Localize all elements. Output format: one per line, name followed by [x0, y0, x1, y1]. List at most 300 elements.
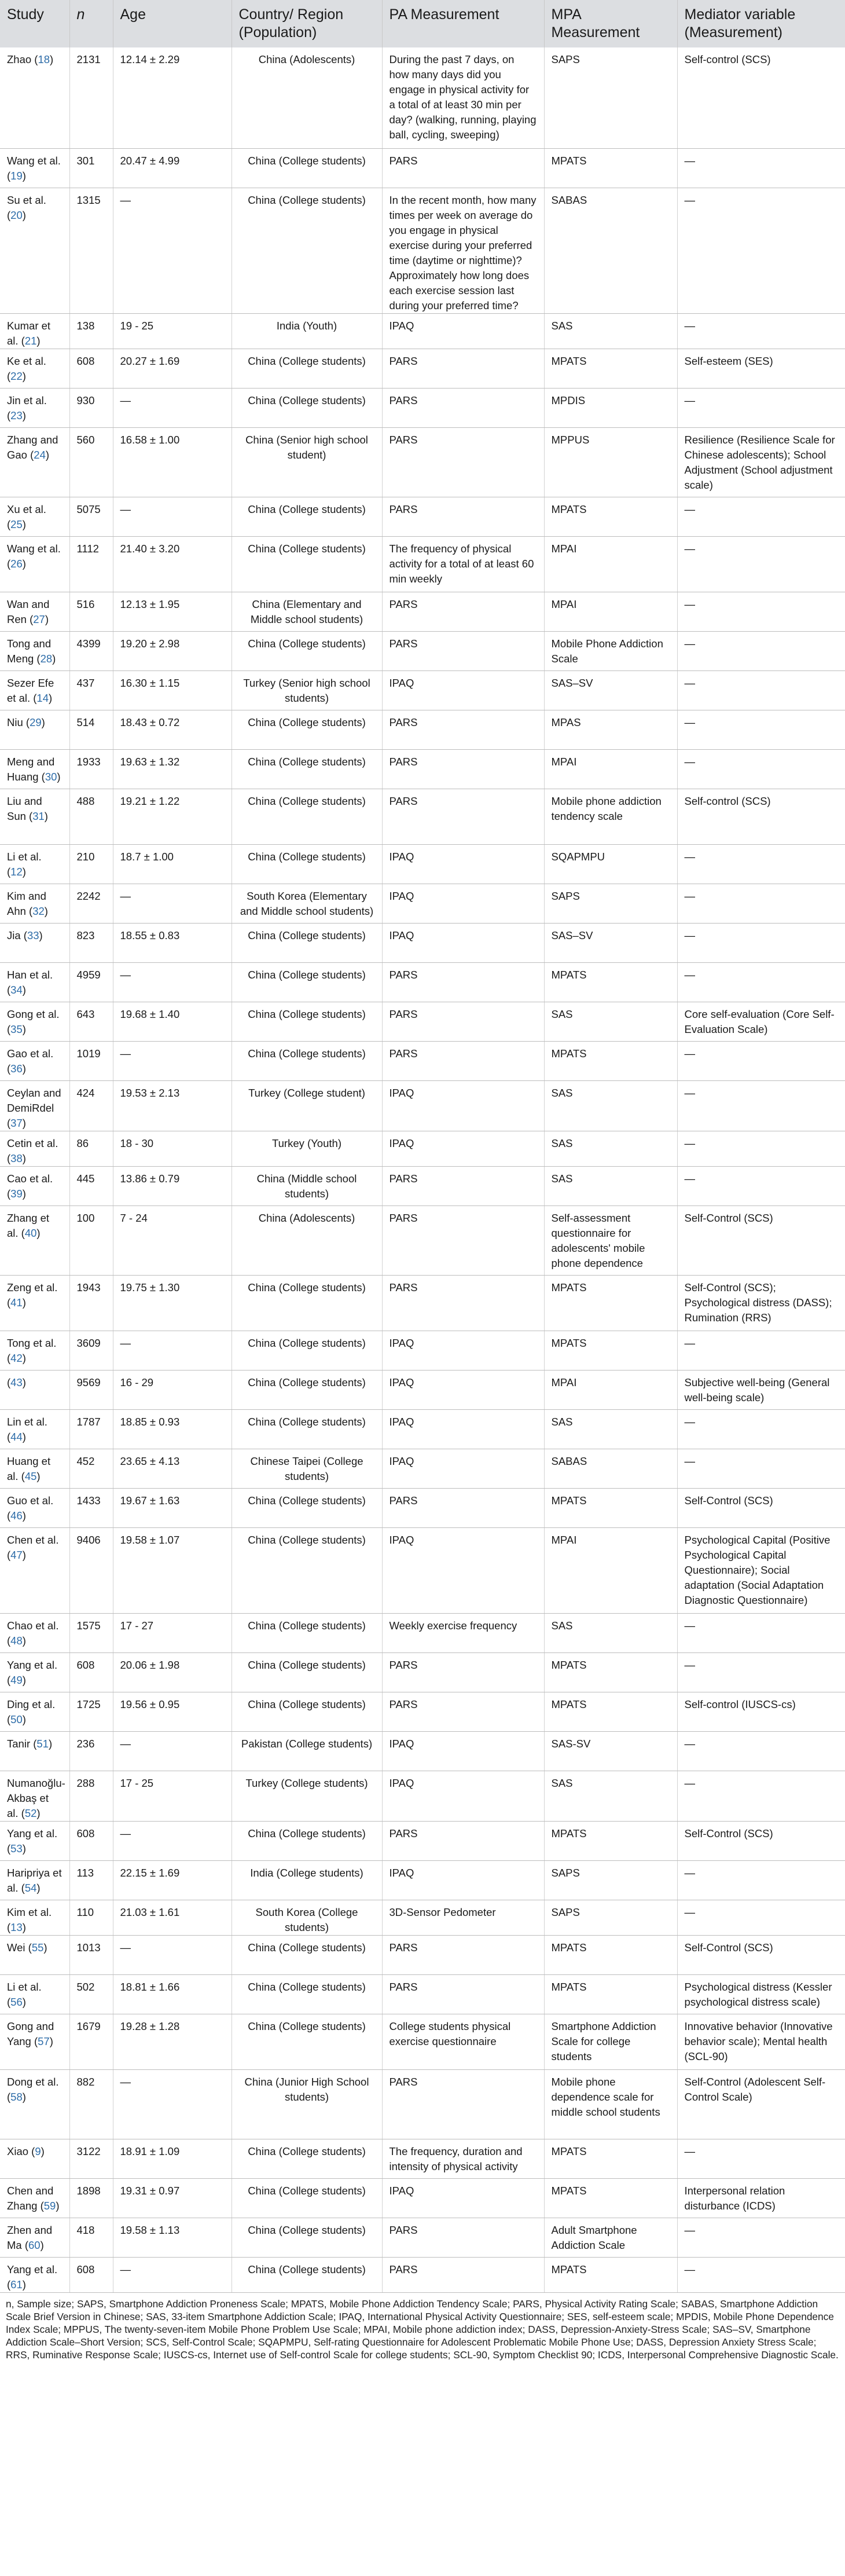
citation-link[interactable]: 9 — [35, 2145, 41, 2157]
study-name: Ke et al. ( — [7, 354, 46, 382]
cell-mediator: Self-Control (SCS); Psychological distress (DASS); Rumination (RRS) — [677, 1275, 845, 1331]
cell-study — [0, 710, 69, 749]
table-row — [0, 2178, 845, 2218]
table-row — [0, 2069, 845, 2139]
cell-mpa-measurement: MPATS — [544, 1275, 677, 1331]
header-pa-measurement: PA Measurement — [382, 0, 544, 47]
cell-n: 516 — [69, 592, 113, 631]
study-name-end: ) — [22, 983, 26, 996]
cell-pa-measurement: PARS — [382, 2257, 544, 2292]
cell-study — [0, 2014, 69, 2069]
cell-study — [0, 148, 69, 188]
study-name-end: ) — [22, 1634, 26, 1647]
citation-link[interactable]: 30 — [45, 770, 57, 783]
cell-country: China (College students) — [232, 1821, 382, 1860]
citation-link[interactable]: 60 — [28, 2238, 41, 2251]
cell-mpa-measurement: Adult Smartphone Addiction Scale — [544, 2218, 677, 2257]
cell-pa-measurement: PARS — [382, 1935, 544, 1974]
header-age: Age — [113, 0, 232, 47]
cell-mpa-measurement: MPATS — [544, 1331, 677, 1370]
cell-study — [0, 1002, 69, 1041]
cell-age: 18 - 30 — [113, 1131, 232, 1166]
cell-pa-measurement: IPAQ — [382, 884, 544, 923]
cell-mpa-measurement: MPAI — [544, 1370, 677, 1409]
cell-study — [0, 536, 69, 592]
citation-link[interactable]: 19 — [10, 169, 23, 182]
cell-country: China (College students) — [232, 1527, 382, 1613]
cell-mediator: — — [677, 388, 845, 427]
study-name-end: ) — [40, 2238, 44, 2251]
cell-country: China (College students) — [232, 1652, 382, 1692]
study-name: Jin et al. ( — [7, 394, 47, 422]
cell-study — [0, 789, 69, 844]
cell-n: 1433 — [69, 1488, 113, 1527]
cell-pa-measurement: During the past 7 days, on how many days did you engage in physical activity for a total of at least 30 min per day? (walking, running, playing ball, cycling, sweeping) — [382, 47, 544, 148]
study-name: Yang et al. ( — [7, 2263, 58, 2291]
citation-link[interactable]: 53 — [10, 1842, 23, 1855]
cell-mediator: Psychological Capital (Positive Psychological Capital Questionnaire); Social adaptation (Social Adaptation Diagnostic Questionnaire) — [677, 1527, 845, 1613]
cell-mpa-measurement: MPATS — [544, 349, 677, 388]
cell-mediator: Self-Control (SCS) — [677, 1821, 845, 1860]
cell-age: 19.58 ± 1.13 — [113, 2218, 232, 2257]
study-name: Liu and Sun ( — [7, 794, 42, 822]
cell-age: 19.68 ± 1.40 — [113, 1002, 232, 1041]
cell-age: 18.81 ± 1.66 — [113, 1974, 232, 2014]
citation-link[interactable]: 13 — [10, 1921, 23, 1933]
cell-mediator: Innovative behavior (Innovative behavior scale); Mental health (SCL-90) — [677, 2014, 845, 2069]
cell-study — [0, 1275, 69, 1331]
cell-n: 882 — [69, 2069, 113, 2139]
cell-study — [0, 1860, 69, 1900]
cell-n: 4399 — [69, 631, 113, 670]
cell-study — [0, 884, 69, 923]
citation-link[interactable]: 56 — [10, 1995, 23, 2008]
table-row — [0, 1652, 845, 1692]
study-name-end: ) — [22, 1376, 26, 1388]
cell-n: 1898 — [69, 2178, 113, 2218]
study-name-end: ) — [22, 1673, 26, 1686]
citation-link[interactable]: 40 — [24, 1226, 37, 1239]
study-name: Niu ( — [7, 716, 30, 728]
cell-country: China (College students) — [232, 2014, 382, 2069]
cell-mediator: — — [677, 884, 845, 923]
citation-link[interactable]: 61 — [10, 2278, 23, 2291]
cell-mediator: — — [677, 188, 845, 313]
cell-age: 21.40 ± 3.20 — [113, 536, 232, 592]
citation-link[interactable]: 12 — [10, 865, 23, 878]
cell-mediator: — — [677, 1771, 845, 1821]
cell-country: China (College students) — [232, 1488, 382, 1527]
cell-country: South Korea (College students) — [232, 1900, 382, 1935]
cell-study — [0, 1370, 69, 1409]
cell-mpa-measurement: MPATS — [544, 962, 677, 1002]
citation-link[interactable]: 34 — [10, 983, 23, 996]
table-row — [0, 631, 845, 670]
cell-age: — — [113, 1331, 232, 1370]
cell-mediator: Self-esteem (SES) — [677, 349, 845, 388]
study-name-end: ) — [48, 1737, 53, 1750]
citation-link[interactable]: 18 — [38, 53, 50, 65]
citation-link[interactable]: 24 — [34, 448, 46, 461]
citation-link[interactable]: 47 — [10, 1548, 23, 1561]
citation-link[interactable]: 52 — [24, 1807, 37, 1819]
study-name-end: ) — [22, 1296, 26, 1309]
cell-study — [0, 1731, 69, 1771]
cell-study — [0, 1652, 69, 1692]
citation-link[interactable]: 42 — [10, 1351, 23, 1364]
cell-pa-measurement: PARS — [382, 388, 544, 427]
cell-study — [0, 2218, 69, 2257]
study-name: Zhang and Gao ( — [7, 433, 58, 461]
cell-mediator: Self-Control (SCS) — [677, 1935, 845, 1974]
table-header-row — [0, 0, 845, 47]
table-row — [0, 2139, 845, 2178]
cell-mpa-measurement: Mobile phone addiction tendency scale — [544, 789, 677, 844]
cell-study — [0, 47, 69, 148]
study-name: Zeng et al. ( — [7, 1281, 58, 1309]
cell-n: 2242 — [69, 884, 113, 923]
cell-mpa-measurement: Mobile phone dependence scale for middle school students — [544, 2069, 677, 2139]
cell-mpa-measurement: MPAI — [544, 749, 677, 789]
citation-link[interactable]: 59 — [43, 2199, 56, 2212]
study-name-end: ) — [49, 691, 53, 704]
table-row — [0, 884, 845, 923]
cell-study — [0, 962, 69, 1002]
study-name-end: ) — [45, 448, 50, 461]
cell-country: China (College students) — [232, 2178, 382, 2218]
table-row — [0, 1331, 845, 1370]
study-name: Su et al. ( — [7, 193, 46, 221]
cell-study — [0, 313, 69, 349]
cell-n: 138 — [69, 313, 113, 349]
cell-age: — — [113, 188, 232, 313]
cell-n: 452 — [69, 1449, 113, 1488]
table-row — [0, 923, 845, 962]
cell-age: 20.47 ± 4.99 — [113, 148, 232, 188]
cell-country: Turkey (College students) — [232, 1771, 382, 1821]
cell-pa-measurement: IPAQ — [382, 1409, 544, 1449]
cell-study — [0, 1205, 69, 1275]
cell-mpa-measurement: Self-assessment questionnaire for adolescents' mobile phone dependence — [544, 1205, 677, 1275]
cell-age: 18.43 ± 0.72 — [113, 710, 232, 749]
citation-link[interactable]: 49 — [10, 1673, 23, 1686]
cell-study — [0, 1771, 69, 1821]
cell-study — [0, 1613, 69, 1652]
cell-mpa-measurement: SAS-SV — [544, 1731, 677, 1771]
study-name: Numanoğlu-Akbaş et al. ( — [7, 1776, 65, 1819]
cell-study — [0, 670, 69, 710]
study-name: Zhang et al. ( — [7, 1211, 50, 1239]
citation-link[interactable]: 38 — [10, 1152, 23, 1164]
cell-mediator: Self-control (SCS) — [677, 47, 845, 148]
table-row — [0, 1974, 845, 2014]
table-row — [0, 1041, 845, 1080]
citation-link[interactable]: 36 — [10, 1062, 23, 1075]
table-row — [0, 1731, 845, 1771]
study-name: Wei ( — [7, 1941, 32, 1954]
cell-mediator: — — [677, 1131, 845, 1166]
study-name-end: ) — [22, 1023, 26, 1035]
cell-mpa-measurement: SAS — [544, 1131, 677, 1166]
cell-n: 1933 — [69, 749, 113, 789]
cell-mpa-measurement: Mobile Phone Addiction Scale — [544, 631, 677, 670]
cell-country: China (Elementary and Middle school students) — [232, 592, 382, 631]
cell-n: 110 — [69, 1900, 113, 1935]
cell-pa-measurement: IPAQ — [382, 2178, 544, 2218]
cell-pa-measurement: PARS — [382, 1652, 544, 1692]
table-row — [0, 47, 845, 148]
cell-pa-measurement: IPAQ — [382, 670, 544, 710]
cell-age: 20.27 ± 1.69 — [113, 349, 232, 388]
citation-link[interactable]: 20 — [10, 208, 23, 221]
cell-mediator: — — [677, 844, 845, 884]
cell-n: 608 — [69, 349, 113, 388]
study-name: Dong et al. ( — [7, 2075, 59, 2103]
citation-link[interactable]: 45 — [24, 1470, 37, 1482]
cell-country: South Korea (Elementary and Middle school students) — [232, 884, 382, 923]
cell-age: 7 - 24 — [113, 1205, 232, 1275]
study-name-end: ) — [22, 1430, 26, 1443]
citation-link[interactable]: 51 — [36, 1737, 49, 1750]
citation-link[interactable]: 32 — [32, 904, 45, 917]
study-name: Xiao ( — [7, 2145, 35, 2157]
cell-pa-measurement: College students physical exercise questionnaire — [382, 2014, 544, 2069]
cell-mpa-measurement: MPATS — [544, 1488, 677, 1527]
study-name-end: ) — [52, 652, 56, 665]
cell-mediator: — — [677, 1860, 845, 1900]
cell-pa-measurement: PARS — [382, 2069, 544, 2139]
cell-mediator: — — [677, 313, 845, 349]
cell-pa-measurement: IPAQ — [382, 923, 544, 962]
citation-link[interactable]: 55 — [31, 1941, 44, 1954]
citation-link[interactable]: 54 — [24, 1881, 37, 1894]
citation-link[interactable]: 31 — [32, 809, 45, 822]
citation-link[interactable]: 27 — [33, 613, 45, 625]
cell-country: China (College students) — [232, 789, 382, 844]
cell-country: China (College students) — [232, 2218, 382, 2257]
citation-link[interactable]: 21 — [24, 334, 37, 347]
study-name-end: ) — [22, 2278, 26, 2291]
cell-pa-measurement: PARS — [382, 2218, 544, 2257]
citation-link[interactable]: 35 — [10, 1023, 23, 1035]
cell-pa-measurement: IPAQ — [382, 1370, 544, 1409]
citation-link[interactable]: 46 — [10, 1509, 23, 1522]
cell-study — [0, 2069, 69, 2139]
cell-age: 23.65 ± 4.13 — [113, 1449, 232, 1488]
table-row — [0, 1131, 845, 1166]
study-name-end: ) — [22, 208, 26, 221]
cell-pa-measurement: The frequency of physical activity for a total of at least 60 min weekly — [382, 536, 544, 592]
study-name: Yang et al. ( — [7, 1827, 58, 1855]
cell-country: China (College students) — [232, 844, 382, 884]
cell-mpa-measurement: MPDIS — [544, 388, 677, 427]
study-name: Haripriya et al. ( — [7, 1866, 62, 1894]
cell-n: 1112 — [69, 536, 113, 592]
cell-pa-measurement: Weekly exercise frequency — [382, 1613, 544, 1652]
cell-age: 16 - 29 — [113, 1370, 232, 1409]
study-name: Zhen and Ma ( — [7, 2223, 53, 2251]
table-row — [0, 1275, 845, 1331]
cell-mediator: Interpersonal relation disturbance (ICDS) — [677, 2178, 845, 2218]
study-name-end: ) — [22, 369, 26, 382]
cell-mpa-measurement: MPATS — [544, 148, 677, 188]
cell-country: China (College students) — [232, 148, 382, 188]
cell-study — [0, 1331, 69, 1370]
study-name: Huang et al. ( — [7, 1454, 51, 1482]
cell-mpa-measurement: SAS — [544, 1771, 677, 1821]
cell-pa-measurement: PARS — [382, 1205, 544, 1275]
table-row — [0, 388, 845, 427]
table-row — [0, 349, 845, 388]
citation-link[interactable]: 29 — [30, 716, 42, 728]
cell-mpa-measurement: SAS — [544, 1166, 677, 1205]
cell-mediator: Core self-evaluation (Core Self-Evaluation Scale) — [677, 1002, 845, 1041]
study-name: Chen and Zhang ( — [7, 2184, 54, 2212]
cell-mediator: — — [677, 1900, 845, 1935]
citation-link[interactable]: 37 — [10, 1116, 23, 1129]
cell-n: 1013 — [69, 1935, 113, 1974]
citation-link[interactable]: 43 — [10, 1376, 23, 1388]
cell-pa-measurement: IPAQ — [382, 1131, 544, 1166]
cell-mpa-measurement: MPAI — [544, 536, 677, 592]
citation-link[interactable]: 57 — [38, 2035, 50, 2047]
study-name: Jia ( — [7, 929, 27, 941]
cell-n: 608 — [69, 1821, 113, 1860]
cell-mediator: — — [677, 631, 845, 670]
cell-mpa-measurement: MPPUS — [544, 427, 677, 497]
cell-pa-measurement: PARS — [382, 1488, 544, 1527]
cell-age: — — [113, 884, 232, 923]
study-name: Tanir ( — [7, 1737, 37, 1750]
cell-study — [0, 844, 69, 884]
table-row — [0, 2014, 845, 2069]
study-name-end: ) — [41, 716, 45, 728]
cell-mpa-measurement: MPATS — [544, 497, 677, 536]
table-row — [0, 1771, 845, 1821]
cell-n: 437 — [69, 670, 113, 710]
cell-study — [0, 2139, 69, 2178]
study-name: Kumar et al. ( — [7, 319, 51, 347]
cell-country: China (College students) — [232, 631, 382, 670]
citation-link[interactable]: 33 — [27, 929, 39, 941]
cell-age: 21.03 ± 1.61 — [113, 1900, 232, 1935]
study-name: Han et al. ( — [7, 968, 53, 996]
cell-n: 930 — [69, 388, 113, 427]
cell-mpa-measurement: MPATS — [544, 1041, 677, 1080]
cell-study — [0, 1166, 69, 1205]
cell-n: 113 — [69, 1860, 113, 1900]
cell-mediator: — — [677, 1166, 845, 1205]
cell-country: China (College students) — [232, 2257, 382, 2292]
table-row — [0, 1860, 845, 1900]
table-row — [0, 1900, 845, 1935]
study-name: Chao et al. ( — [7, 1619, 59, 1647]
cell-age: 18.91 ± 1.09 — [113, 2139, 232, 2178]
cell-age: 18.55 ± 0.83 — [113, 923, 232, 962]
cell-mpa-measurement: MPATS — [544, 1652, 677, 1692]
cell-n: 418 — [69, 2218, 113, 2257]
cell-country: China (College students) — [232, 1370, 382, 1409]
citation-link[interactable]: 39 — [10, 1187, 23, 1200]
study-name: Gong et al. ( — [7, 1007, 60, 1035]
cell-n: 301 — [69, 148, 113, 188]
study-name-end: ) — [36, 1226, 41, 1239]
study-name: Cetin et al. ( — [7, 1137, 58, 1164]
table-row — [0, 536, 845, 592]
cell-country: China (Adolescents) — [232, 1205, 382, 1275]
cell-study — [0, 1935, 69, 1974]
cell-mpa-measurement: SAPS — [544, 1860, 677, 1900]
cell-mediator: — — [677, 2139, 845, 2178]
citation-link[interactable]: 50 — [10, 1713, 23, 1725]
table-row — [0, 1692, 845, 1731]
cell-pa-measurement: IPAQ — [382, 844, 544, 884]
study-name: Sezer Efe et al. ( — [7, 676, 54, 704]
cell-mpa-measurement: SAS — [544, 1613, 677, 1652]
citation-link[interactable]: 58 — [10, 2090, 23, 2103]
cell-mediator: — — [677, 1041, 845, 1080]
table-row — [0, 710, 845, 749]
cell-mediator: — — [677, 1331, 845, 1370]
study-name-end: ) — [22, 1116, 26, 1129]
citation-link[interactable]: 22 — [10, 369, 23, 382]
citation-link[interactable]: 23 — [10, 409, 23, 422]
cell-mpa-measurement: MPATS — [544, 2178, 677, 2218]
cell-mpa-measurement: SAS — [544, 313, 677, 349]
cell-n: 608 — [69, 1652, 113, 1692]
study-name: Chen et al. ( — [7, 1533, 59, 1561]
cell-mediator: — — [677, 1613, 845, 1652]
study-name: Guo et al. ( — [7, 1494, 54, 1522]
citation-link[interactable]: 41 — [10, 1296, 23, 1309]
cell-n: 3609 — [69, 1331, 113, 1370]
cell-pa-measurement: PARS — [382, 1275, 544, 1331]
cell-country: China (College students) — [232, 497, 382, 536]
citation-link[interactable]: 26 — [10, 557, 23, 570]
cell-pa-measurement: PARS — [382, 749, 544, 789]
study-name-end: ) — [22, 518, 26, 530]
cell-pa-measurement: PARS — [382, 497, 544, 536]
cell-age: 12.13 ± 1.95 — [113, 592, 232, 631]
cell-pa-measurement: The frequency, duration and intensity of physical activity — [382, 2139, 544, 2178]
cell-pa-measurement: IPAQ — [382, 1331, 544, 1370]
cell-age: — — [113, 1041, 232, 1080]
citation-link[interactable]: 28 — [40, 652, 53, 665]
cell-age: 20.06 ± 1.98 — [113, 1652, 232, 1692]
study-name-end: ) — [22, 1351, 26, 1364]
citation-link[interactable]: 48 — [10, 1634, 23, 1647]
citation-link[interactable]: 25 — [10, 518, 23, 530]
cell-mpa-measurement: SAPS — [544, 884, 677, 923]
cell-mpa-measurement: SAS — [544, 1409, 677, 1449]
cell-age: — — [113, 497, 232, 536]
cell-study — [0, 388, 69, 427]
citation-link[interactable]: 14 — [36, 691, 49, 704]
cell-country: China (Junior High School students) — [232, 2069, 382, 2139]
cell-country: China (College students) — [232, 710, 382, 749]
header-n: n — [69, 0, 113, 47]
cell-study — [0, 349, 69, 388]
cell-mpa-measurement: MPATS — [544, 1974, 677, 2014]
study-name-end: ) — [22, 1713, 26, 1725]
table-row — [0, 789, 845, 844]
cell-mediator: — — [677, 148, 845, 188]
study-name-end: ) — [36, 1470, 41, 1482]
table-row — [0, 313, 845, 349]
cell-mediator: — — [677, 1449, 845, 1488]
study-name: Zhao ( — [7, 53, 38, 65]
citation-link[interactable]: 44 — [10, 1430, 23, 1443]
